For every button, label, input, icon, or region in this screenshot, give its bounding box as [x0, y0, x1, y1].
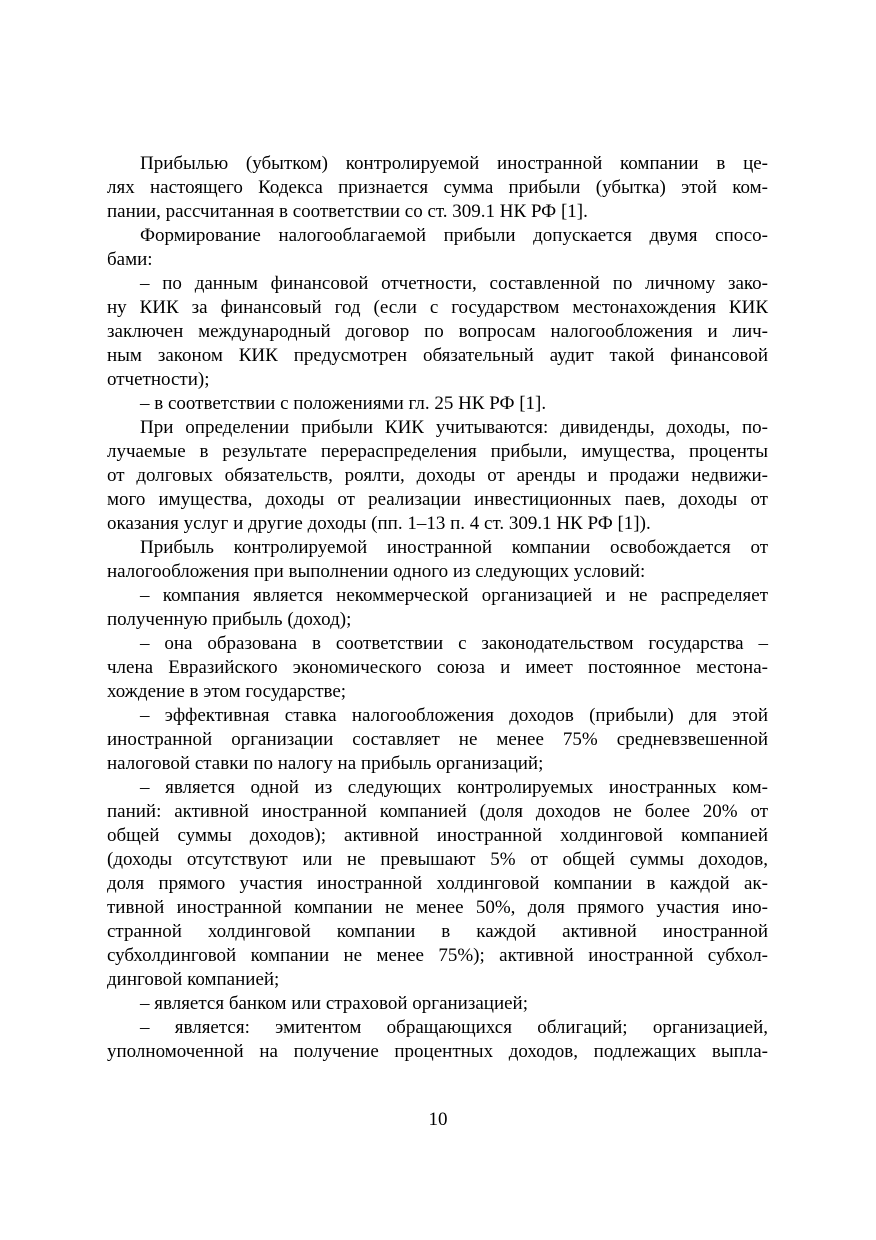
text-line: ну КИК за финансовый год (если с государством местонахождения КИК	[107, 297, 768, 318]
paragraph	[107, 584, 768, 632]
text-line: Прибыль контролируемой иностранной компании освобождается от	[140, 537, 768, 558]
text-line: – эффективная ставка налогообложения доходов (прибыли) для этой	[140, 705, 768, 726]
text-line: ным законом КИК предусмотрен обязательный аудит такой финансовой	[107, 345, 768, 366]
paragraph	[107, 536, 768, 584]
paragraph	[107, 632, 768, 704]
paragraph	[107, 224, 768, 272]
text-line: паний: активной иностранной компанией (доля доходов не более 20% от	[107, 801, 768, 822]
text-line: общей суммы доходов); активной иностранной холдинговой компанией	[107, 825, 768, 846]
text-line: налогообложения при выполнении одного из следующих условий:	[107, 561, 646, 582]
text-line: лях настоящего Кодекса признается сумма прибыли (убытка) этой ком-	[107, 177, 768, 198]
text-line: полученную прибыль (доход);	[107, 609, 352, 630]
text-line: странной холдинговой компании в каждой активной иностранной	[107, 921, 768, 942]
page-number: 10	[428, 1109, 448, 1130]
text-line: лучаемые в результате перераспределения прибыли, имущества, проценты	[107, 441, 768, 462]
text-line: – является одной из следующих контролируемых иностранных ком-	[140, 777, 768, 798]
text-line: налоговой ставки по налогу на прибыль организаций;	[107, 753, 544, 774]
paragraph	[107, 416, 768, 536]
text-line: отчетности);	[107, 369, 210, 390]
text-line: оказания услуг и другие доходы (пп. 1–13 п. 4 ст. 309.1 НК РФ [1]).	[107, 513, 651, 534]
text-line: заключен международный договор по вопросам налогообложения и лич-	[107, 321, 768, 342]
document-body	[107, 152, 768, 1064]
paragraph	[107, 152, 768, 224]
text-line: тивной иностранной компании не менее 50%, доля прямого участия ино-	[107, 897, 768, 918]
text-line: пании, рассчитанная в соответствии со ст. 309.1 НК РФ [1].	[107, 201, 588, 222]
text-line: бами:	[107, 249, 153, 270]
text-line: иностранной организации составляет не менее 75% средневзвешенной	[107, 729, 768, 750]
text-line: доля прямого участия иностранной холдинговой компании в каждой ак-	[107, 873, 768, 894]
text-line: члена Евразийского экономического союза и имеет постоянное местона-	[107, 657, 768, 678]
paragraph	[107, 992, 768, 1016]
text-line: хождение в этом государстве;	[107, 681, 347, 702]
text-line: – является банком или страховой организацией;	[140, 993, 528, 1014]
paragraph	[107, 776, 768, 992]
text-line: – она образована в соответствии с законодательством государства –	[140, 633, 768, 654]
text-line: – по данным финансовой отчетности, составленной по личному зако-	[140, 273, 768, 294]
text-line: субхолдинговой компании не менее 75%); активной иностранной субхол-	[107, 945, 768, 966]
text-line: уполномоченной на получение процентных доходов, подлежащих выпла-	[107, 1041, 768, 1062]
text-line: – в соответствии с положениями гл. 25 НК РФ [1].	[140, 393, 547, 414]
text-line: – является: эмитентом обращающихся облигаций; организацией,	[140, 1017, 768, 1038]
text-line: мого имущества, доходы от реализации инвестиционных паев, доходы от	[107, 489, 768, 510]
paragraph	[107, 272, 768, 392]
text-line: Прибылью (убытком) контролируемой иностранной компании в це-	[140, 153, 768, 174]
text-line: (доходы отсутствуют или не превышают 5% от общей суммы доходов,	[107, 849, 768, 870]
text-line: от долговых обязательств, роялти, доходы от аренды и продажи недвижи-	[107, 465, 768, 486]
paragraph	[107, 392, 768, 416]
paragraph	[107, 704, 768, 776]
text-line: При определении прибыли КИК учитываются: дивиденды, доходы, по-	[140, 417, 768, 438]
paragraph	[107, 1016, 768, 1064]
text-line: – компания является некоммерческой организацией и не распределяет	[140, 585, 768, 606]
text-line: Формирование налогооблагаемой прибыли допускается двумя спосо-	[140, 225, 768, 246]
text-line: динговой компанией;	[107, 969, 280, 990]
